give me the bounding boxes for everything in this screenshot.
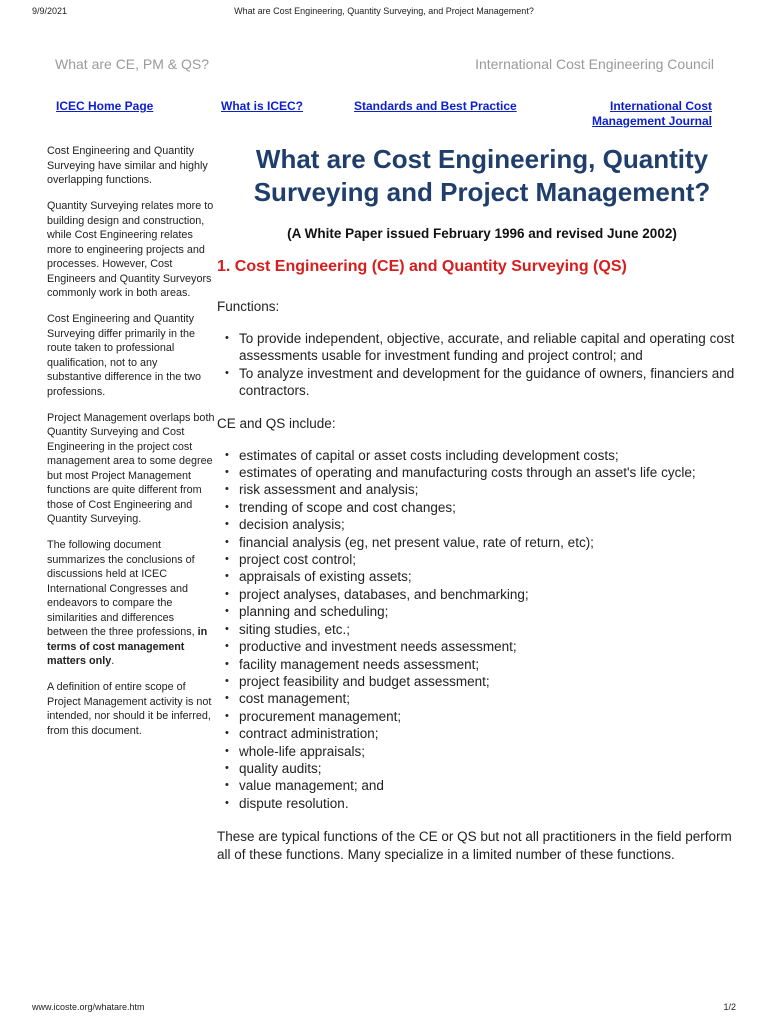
list-item-text: estimates of capital or asset costs including development costs; [239, 447, 619, 463]
list-item-text: decision analysis; [239, 517, 345, 533]
list-item [225, 330, 737, 365]
list-item [225, 621, 737, 638]
list-item [225, 760, 737, 777]
sidebar-paragraph: Project Management overlaps both Quantity Surveying and Cost Engineering in the project cost management area to some degree but most Project Management functions are quite different from those of Cost Engineering and Quantity Surveying. [47, 411, 215, 525]
list-item-text: financial analysis (eg, net present value, rate of return, etc); [239, 534, 594, 550]
functions-list [217, 330, 737, 400]
bullet-icon: • [225, 553, 229, 566]
bullet-icon: • [225, 587, 229, 600]
site-banner [55, 56, 714, 76]
list-item [225, 551, 737, 568]
list-item-text: cost management; [239, 691, 351, 707]
bullet-icon: • [225, 692, 229, 705]
bullet-icon: • [225, 466, 229, 479]
list-item-text: procurement management; [239, 708, 402, 724]
banner-org-name: International Cost Engineering Council [475, 56, 714, 72]
includes-list [217, 447, 737, 813]
list-item-text: To provide independent, objective, accurate, and reliable capital and operating cost assessments usable for investment funding and project control; and [239, 331, 735, 364]
sidebar-emphasis: in terms of cost management matters only [47, 626, 208, 667]
nav-link-journal[interactable]: International Cost Management Journal [591, 99, 712, 128]
list-item [225, 638, 737, 655]
print-page-title: What are Cost Engineering, Quantity Surveying, and Project Management? [234, 6, 534, 16]
bullet-icon: • [225, 366, 229, 379]
bullet-icon: • [225, 448, 229, 461]
bullet-icon: • [225, 640, 229, 653]
list-item-text: project cost control; [239, 552, 357, 568]
list-item [225, 743, 737, 760]
list-item [225, 708, 737, 725]
bullet-icon: • [225, 605, 229, 618]
print-url: www.icoste.org/whatare.htm [32, 1002, 145, 1012]
list-item [225, 464, 737, 481]
nav-link-icec-home[interactable]: ICEC Home Page [56, 99, 154, 113]
list-item [225, 481, 737, 498]
sidebar-paragraph: Cost Engineering and Quantity Surveying differ primarily in the route taken to professional qualification, not to any substantive difference in the two professions. [47, 313, 202, 398]
list-item-text: project analyses, databases, and benchmarking; [239, 586, 529, 602]
list-item-text: productive and investment needs assessment; [239, 639, 517, 655]
bullet-icon: • [225, 570, 229, 583]
bullet-icon: • [225, 622, 229, 635]
list-item-text: To analyze investment and development for the guidance of owners, financiers and contractors. [239, 365, 735, 399]
list-item-text: appraisals of existing assets; [239, 569, 412, 585]
list-item [225, 499, 737, 516]
list-item-text: trending of scope and cost changes; [239, 499, 456, 515]
bullet-icon: • [225, 535, 229, 548]
nav-link-what-is-icec[interactable]: What is ICEC? [221, 99, 304, 113]
bullet-icon: • [225, 796, 229, 809]
list-item [225, 568, 737, 585]
sidebar-paragraph: A definition of entire scope of Project Management activity is not intended, nor should it be inferred, from this document. [47, 681, 212, 737]
list-item-text: dispute resolution. [239, 795, 349, 811]
list-item-text: estimates of operating and manufacturing costs through an asset's life cycle; [239, 465, 696, 481]
page-subtitle: (A White Paper issued February 1996 and revised June 2002) [287, 226, 677, 241]
include-label: CE and QS include: [217, 415, 336, 431]
bullet-icon: • [225, 657, 229, 670]
list-item [225, 656, 737, 673]
page-title: What are Cost Engineering, Quantity Surveying and Project Management? [253, 144, 711, 207]
bullet-icon: • [225, 518, 229, 531]
banner-left-title: What are CE, PM & QS? [55, 56, 210, 72]
list-item-text: whole-life appraisals; [239, 743, 366, 759]
list-item-text: value management; and [239, 778, 384, 794]
main-content [217, 143, 737, 863]
sidebar-text: . [111, 655, 115, 667]
list-item-text: project feasibility and budget assessment; [239, 673, 490, 689]
bullet-icon: • [225, 761, 229, 774]
nav-link-standards[interactable]: Standards and Best Practice [354, 99, 517, 113]
list-item [225, 795, 737, 812]
bullet-icon: • [225, 709, 229, 722]
list-item-text: contract administration; [239, 726, 379, 742]
list-item [225, 516, 737, 533]
bullet-icon: • [225, 779, 229, 792]
print-page-number: 1/2 [723, 1002, 736, 1012]
list-item [225, 534, 737, 551]
sidebar-paragraph: Quantity Surveying relates more to building design and construction, while Cost Engineering relates more to engineering projects and processes. However, Cost Engineers and Quantity Surveyors commonly work in both areas. [47, 200, 214, 299]
list-item [225, 673, 737, 690]
print-header [32, 6, 736, 20]
bullet-icon: • [225, 483, 229, 496]
list-item-text: planning and scheduling; [239, 604, 389, 620]
sidebar-paragraph: Cost Engineering and Quantity Surveying have similar and highly overlapping functions. [47, 145, 208, 186]
print-date: 9/9/2021 [32, 6, 68, 16]
bullet-icon: • [225, 674, 229, 687]
list-item-text: quality audits; [239, 760, 322, 776]
list-item [225, 725, 737, 742]
section-heading: 1. Cost Engineering (CE) and Quantity Surveying (QS) [217, 258, 627, 275]
list-item [225, 690, 737, 707]
print-footer [32, 1002, 736, 1016]
sidebar-paragraph [47, 538, 215, 669]
list-item-text: risk assessment and analysis; [239, 482, 419, 498]
list-item [225, 777, 737, 794]
list-item [225, 603, 737, 620]
sidebar-text: The following document summarizes the conclusions of discussions held at ICEC International Congresses and endeavors to compare the similarities and differences between the three professions, [47, 539, 198, 638]
list-item [225, 365, 737, 400]
bullet-icon: • [225, 500, 229, 513]
list-item [225, 586, 737, 603]
bullet-icon: • [225, 744, 229, 757]
list-item-text: siting studies, etc.; [239, 621, 351, 637]
list-item [225, 447, 737, 464]
closing-paragraph: These are typical functions of the CE or QS but not all practitioners in the field perform all of these functions. Many specialize in a limited number of these functions. [217, 829, 732, 862]
sidebar [47, 144, 215, 750]
functions-label: Functions: [217, 299, 280, 314]
bullet-icon: • [225, 727, 229, 740]
list-item-text: facility management needs assessment; [239, 656, 480, 672]
bullet-icon: • [225, 332, 229, 344]
